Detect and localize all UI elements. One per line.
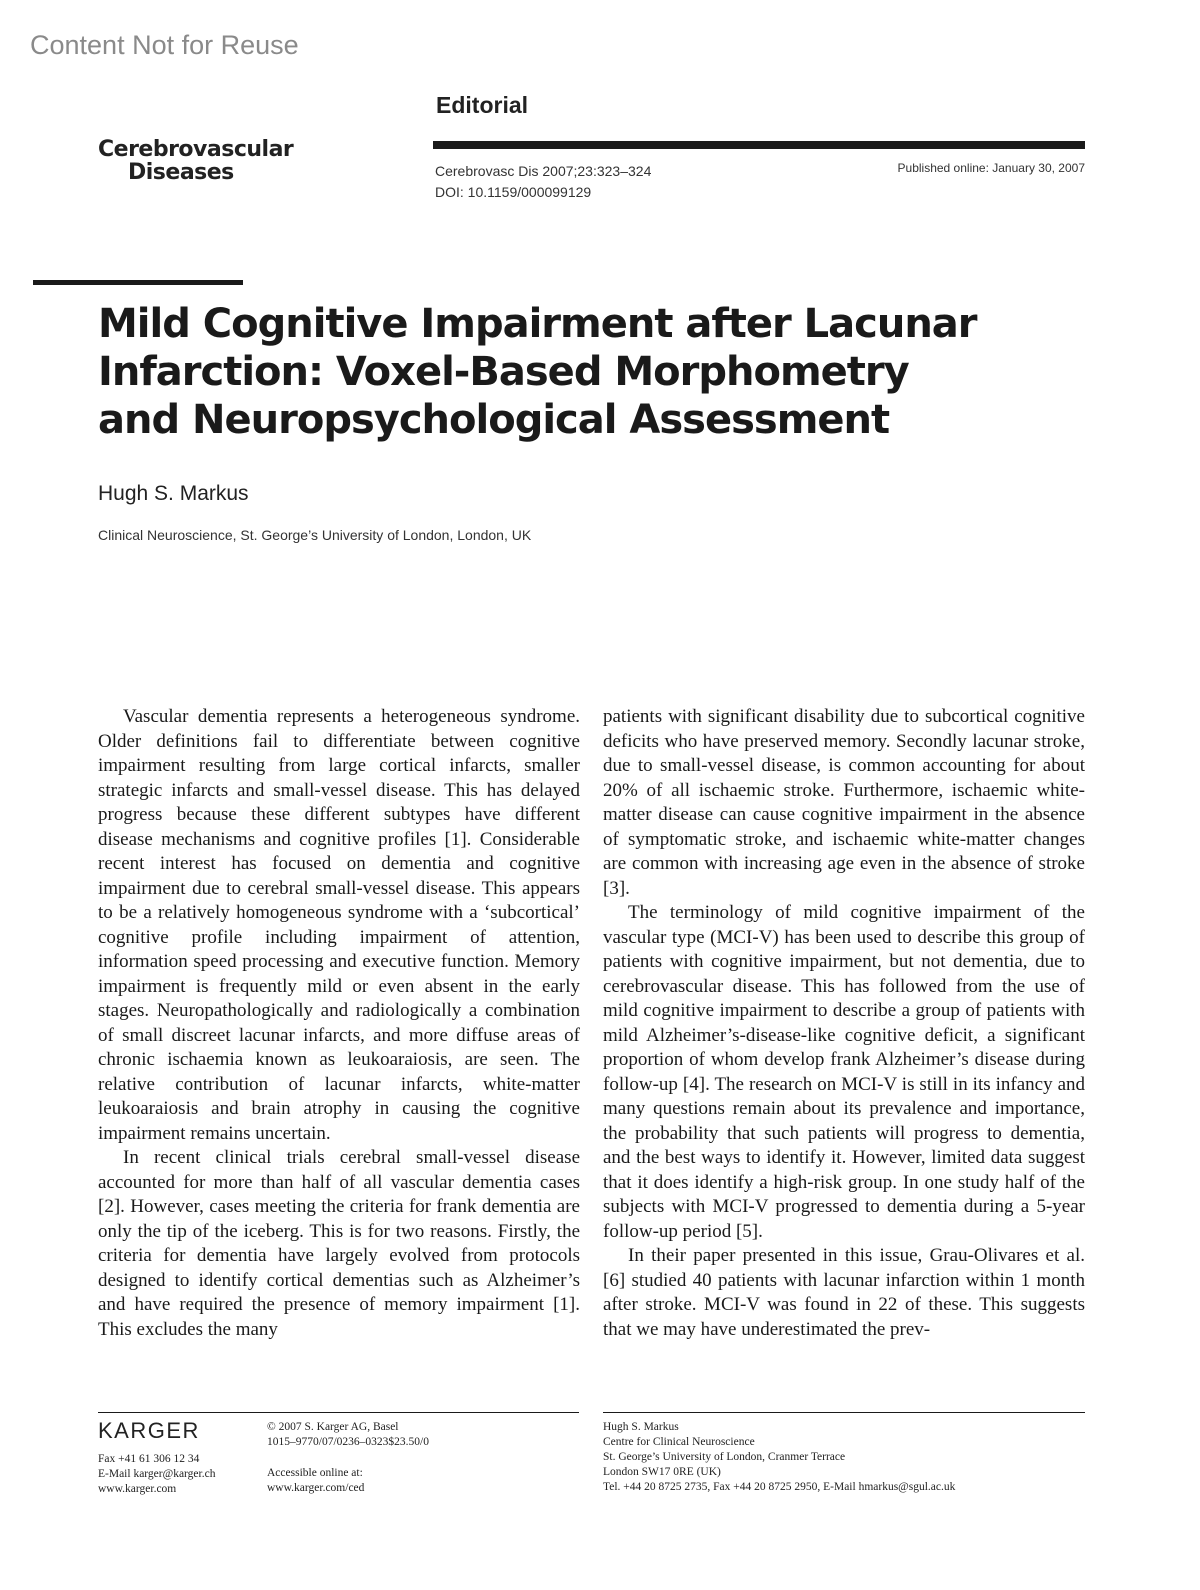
publisher-email[interactable]: E-Mail karger@karger.ch <box>98 1468 216 1480</box>
paragraph: In recent clinical trials cerebral small-vessel disease accounted for more than half of all vascular dementia cases [2]. However, cases meeting the criteria for frank dementia are only the tip of the iceberg. This is for two reasons. Firstly, the criteria for dementia have largely evolved from protocols designed to identify cortical dementias such as Alzheimer’s and have required the presence of memory impairment [1]. This excludes the many <box>98 1147 580 1340</box>
journal-logo <box>98 138 293 184</box>
accessible-label: Accessible online at: <box>267 1467 363 1479</box>
corr-city: London SW17 0RE (UK) <box>603 1466 721 1478</box>
title-line2: Infarction: Voxel-Based Morphometry <box>98 349 909 395</box>
citation-reference: Cerebrovasc Dis 2007;23:323–324 <box>435 163 652 179</box>
watermark: Content Not for Reuse <box>30 30 299 60</box>
footer-rule-left <box>98 1412 579 1413</box>
header-rule <box>433 141 1085 149</box>
publisher-contact <box>98 1452 215 1497</box>
publisher-website-link[interactable]: www.karger.com <box>98 1483 177 1495</box>
citation-doi: DOI: 10.1159/000099129 <box>435 184 592 200</box>
author-affiliation: Clinical Neuroscience, St. George’s University of London, London, UK <box>98 527 532 543</box>
copyright-block <box>267 1420 429 1450</box>
title-rule <box>33 280 243 285</box>
online-access <box>267 1466 364 1496</box>
corr-contact[interactable]: Tel. +44 20 8725 2735, Fax +44 20 8725 2950, E-Mail hmarkus@sgul.ac.uk <box>603 1481 956 1493</box>
article-title <box>98 300 998 444</box>
footer-rule-right <box>603 1412 1085 1413</box>
corr-institution: St. George’s University of London, Cranmer Terrace <box>603 1451 846 1463</box>
paragraph: In their paper presented in this issue, Grau-Olivares et al. [6] studied 40 patients with lacunar infarction within 1 month after stroke. MCI-V was found in 22 of these. This suggests that we may have underestimated the prev- <box>603 1245 1085 1340</box>
title-line1: Mild Cognitive Impairment after Lacunar <box>98 301 977 347</box>
title-line3: and Neuropsychological Assessment <box>98 397 890 443</box>
paragraph: Vascular dementia represents a heterogeneous syndrome. Older definitions fail to differentiate between cognitive impairment resulting from large cortical infarcts, smaller strategic infarcts and small-vessel disease. This has delayed progress because these different subtypes have different disease mechanisms and cognitive profiles [1]. Considerable recent interest has focused on dementia and cognitive impairment due to cerebral small-vessel disease. This appears to be a relatively homogeneous syndrome with a ‘subcortical’ cognitive profile including impairment of attention, information speed processing and executive function. Memory impairment is frequently mild or even absent in the early stages. Neuropathologically and radiologically a combination of small discreet lacunar infarcts, and more diffuse areas of chronic ischaemia known as leukoaraiosis, are seen. The relative contribution of lacunar infarcts, white-matter leukoaraiosis and brain atrophy in causing the cognitive impairment remains uncertain. <box>98 706 580 1144</box>
issn: 1015–9770/07/0236–0323$23.50/0 <box>267 1436 429 1448</box>
author-name: Hugh S. Markus <box>98 482 249 505</box>
publisher-logo: KARGER <box>98 1418 200 1443</box>
paragraph: patients with significant disability due to subcortical cognitive deficits who have preserved memory. Secondly lacunar stroke, due to small-vessel disease, is common accounting for about 20% of all ischaemic stroke. Furthermore, ischaemic white-matter disease can cause cognitive impairment in the absence of symptomatic stroke, and ischaemic white-matter changes are common with increasing age even in the absence of stroke [3]. <box>603 706 1085 899</box>
publisher-fax: Fax +41 61 306 12 34 <box>98 1453 200 1465</box>
published-date: Published online: January 30, 2007 <box>897 161 1085 175</box>
section-label: Editorial <box>436 92 529 118</box>
corr-name: Hugh S. Markus <box>603 1421 679 1433</box>
journal-name-line2: Diseases <box>128 160 234 185</box>
correspondence-block <box>603 1420 955 1495</box>
journal-url-link[interactable]: www.karger.com/ced <box>267 1482 365 1494</box>
citation-block <box>435 161 651 203</box>
paragraph: The terminology of mild cognitive impairment of the vascular type (MCI-V) has been used to describe this group of patients with cognitive impairment, but not dementia, due to cerebrovascular disease. This has followed from the use of mild cognitive impairment to describe a group of patients with mild Alzheimer’s-disease-like cognitive deficit, a significant proportion of whom develop frank Alzheimer’s disease during follow-up [4]. The research on MCI-V is still in its infancy and many questions remain about its prevalence and importance, the probability that such patients will progress to dementia, and the best ways to identify it. However, limited data suggest that it does identify a high-risk group. In one study half of the subjects with MCI-V progressed to dementia during a 5-year follow-up period [5]. <box>603 902 1085 1242</box>
corr-dept: Centre for Clinical Neuroscience <box>603 1436 755 1448</box>
body-column-left <box>98 705 580 1342</box>
journal-name-line1: Cerebrovascular <box>98 137 294 162</box>
copyright: © 2007 S. Karger AG, Basel <box>267 1421 399 1433</box>
body-column-right <box>603 705 1085 1342</box>
